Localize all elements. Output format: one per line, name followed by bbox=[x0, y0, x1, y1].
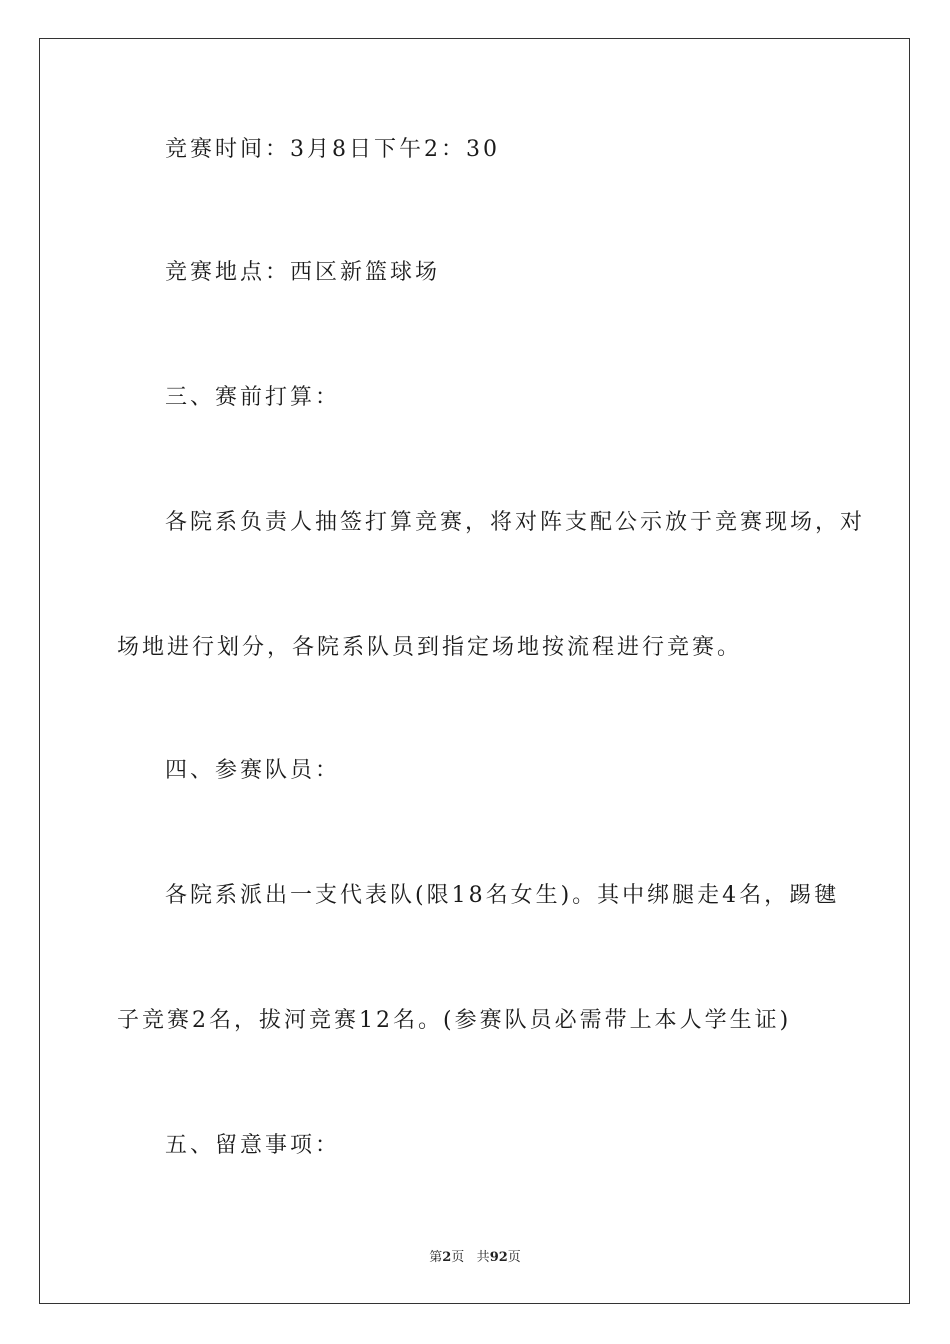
footer-total-pages: 92 bbox=[489, 1250, 508, 1265]
section-heading-notes: 五、留意事项： bbox=[165, 1133, 341, 1158]
footer-total-suffix: 页 bbox=[507, 1250, 521, 1265]
text-line-preparation-2: 场地进行划分，各院系队员到指定场地按流程进行竞赛。 bbox=[117, 635, 743, 660]
page-border bbox=[39, 38, 910, 1304]
footer-page-suffix: 页 bbox=[451, 1250, 465, 1265]
section-heading-participants: 四、参赛队员： bbox=[165, 758, 341, 783]
footer-total-prefix: 共 bbox=[476, 1250, 490, 1265]
text-line-competition-time: 竞赛时间：3月8日下午2：30 bbox=[165, 137, 500, 162]
text-line-participants-1: 各院系派出一支代表队(限18名女生)。其中绑腿走4名，踢毽 bbox=[165, 883, 840, 908]
page-footer bbox=[0, 1249, 950, 1267]
section-heading-preparation: 三、赛前打算： bbox=[165, 385, 341, 410]
footer-page-prefix: 第 bbox=[429, 1250, 443, 1265]
text-line-competition-venue: 竞赛地点：西区新篮球场 bbox=[165, 260, 441, 285]
text-line-participants-2: 子竞赛2名，拔河竞赛12名。(参赛队员必需带上本人学生证) bbox=[117, 1008, 792, 1033]
footer-page-number: 2 bbox=[442, 1250, 452, 1265]
text-line-preparation-1: 各院系负责人抽签打算竞赛，将对阵支配公示放于竞赛现场，对 bbox=[165, 510, 866, 535]
